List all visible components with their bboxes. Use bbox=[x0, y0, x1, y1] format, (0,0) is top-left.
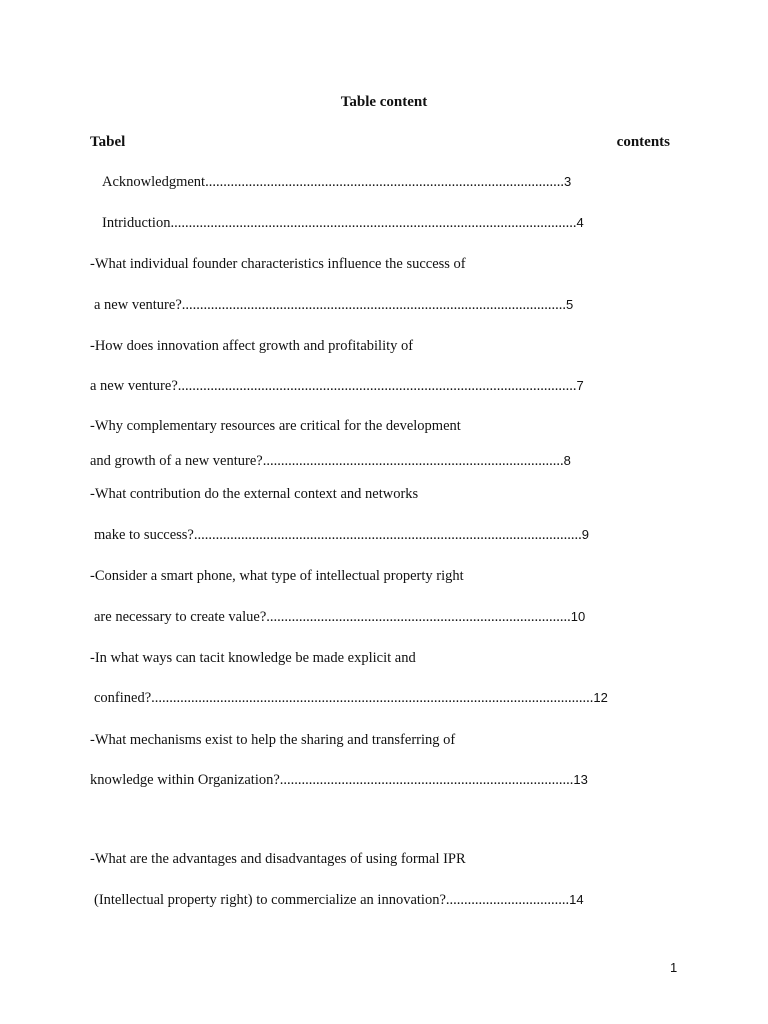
toc-entry-text: make to success? bbox=[94, 527, 194, 543]
toc-entry-page: 7 bbox=[576, 378, 584, 393]
toc-entry-line bbox=[90, 850, 466, 868]
toc-entry-leader: .................................................................................... bbox=[266, 609, 571, 625]
toc-entry-page: 12 bbox=[593, 690, 608, 705]
toc-entry-page: 14 bbox=[569, 892, 584, 907]
toc-entry-text: and growth of a new venture? bbox=[90, 453, 263, 469]
toc-entry-leader: .......................................................................................................... bbox=[181, 297, 567, 313]
toc-entry-page: 3 bbox=[563, 174, 572, 189]
toc-entry-page: 5 bbox=[566, 297, 574, 312]
toc-header-left: Tabel bbox=[90, 134, 126, 150]
toc-entry-leader: ................................................................................................... bbox=[205, 174, 564, 190]
toc-entry-leader: .......................................................................................................................... bbox=[151, 690, 594, 706]
toc-entry-leader: ................................................................................................................ bbox=[170, 215, 577, 231]
toc-header-right: contents bbox=[616, 134, 670, 150]
toc-entry-line bbox=[90, 337, 413, 355]
toc-entry-line bbox=[90, 771, 588, 789]
toc-entry-text: -In what ways can tacit knowledge be made explicit and bbox=[90, 650, 416, 666]
toc-entry-leader: ................................................................................... bbox=[262, 453, 564, 469]
toc-entry-text: confined? bbox=[94, 690, 152, 706]
toc-entry-leader: ................................................................................. bbox=[279, 772, 574, 788]
toc-entry-line bbox=[90, 255, 466, 273]
document-title: Table content bbox=[340, 94, 428, 110]
toc-entry-text: are necessary to create value? bbox=[94, 609, 267, 625]
toc-entry-text: knowledge within Organization? bbox=[90, 772, 280, 788]
toc-entry-text: Acknowledgment bbox=[102, 174, 206, 190]
toc-entry-line bbox=[90, 731, 455, 749]
toc-entry-text: a new venture? bbox=[90, 378, 178, 394]
toc-entry-line bbox=[94, 296, 573, 314]
toc-entry-line bbox=[94, 526, 589, 544]
toc-entry-line bbox=[94, 689, 608, 707]
toc-entry-line bbox=[90, 567, 464, 585]
toc-entry-line bbox=[90, 452, 571, 470]
toc-entry-leader: ........................................................................................................... bbox=[193, 527, 582, 543]
page-number: 1 bbox=[670, 960, 678, 975]
toc-entry-text: -What mechanisms exist to help the sharing and transferring of bbox=[90, 732, 456, 748]
toc-entry-text: -Why complementary resources are critical for the development bbox=[90, 418, 461, 434]
toc-entry-page: 10 bbox=[570, 609, 586, 624]
toc-entry-leader: .............................................................................................................. bbox=[177, 378, 577, 394]
toc-entry-text: a new venture? bbox=[94, 297, 182, 313]
toc-entry-line bbox=[94, 891, 584, 909]
toc-entry-text: -What individual founder characteristics influence the success of bbox=[90, 256, 466, 272]
toc-entry-introduction bbox=[102, 214, 584, 232]
toc-entry-acknowledgment bbox=[102, 173, 571, 191]
toc-entry-text: -What contribution do the external context and networks bbox=[90, 486, 419, 502]
toc-entry-page: 4 bbox=[576, 215, 584, 230]
toc-entry-text: Intriduction bbox=[102, 215, 171, 231]
toc-entry-line bbox=[90, 377, 584, 395]
toc-entry-page: 13 bbox=[573, 772, 588, 787]
toc-entry-page: 8 bbox=[563, 453, 571, 468]
toc-entry-text: -Consider a smart phone, what type of intellectual property right bbox=[90, 568, 464, 584]
toc-entry-text: (Intellectual property right) to commercialize an innovation? bbox=[94, 892, 446, 908]
toc-entry-line bbox=[94, 608, 585, 626]
toc-entry-line bbox=[90, 649, 416, 667]
toc-entry-page: 9 bbox=[581, 527, 589, 542]
toc-entry-text: -What are the advantages and disadvantages of using formal IPR bbox=[90, 851, 466, 867]
toc-entry-line bbox=[90, 417, 461, 435]
toc-entry-leader: .................................. bbox=[445, 892, 570, 908]
toc-entry-line bbox=[90, 485, 418, 503]
toc-entry-text: -How does innovation affect growth and profitability of bbox=[90, 338, 414, 354]
